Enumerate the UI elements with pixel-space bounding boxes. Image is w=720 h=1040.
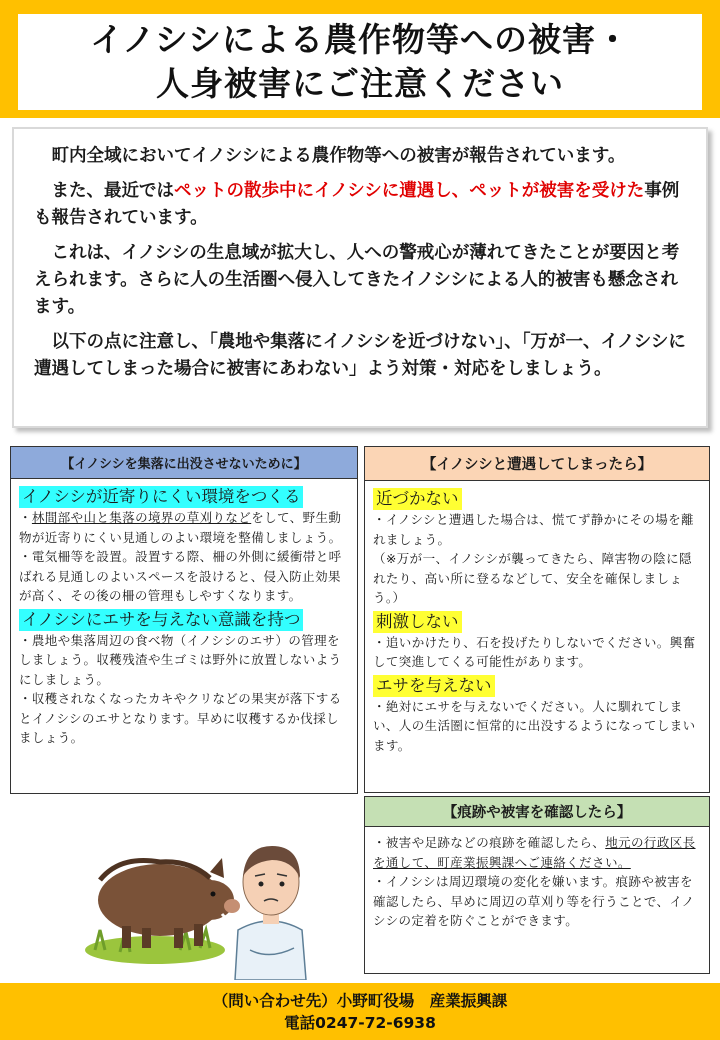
do-not-provoke-text: 追いかけたり、石を投げたりしないでください。興奮して突進してくる可能性があります。 xyxy=(373,634,696,669)
damage-text-2 xyxy=(373,872,701,931)
contact-office: （問い合わせ先）小野町役場 産業振興課 xyxy=(212,991,508,1010)
boar-icon xyxy=(98,858,240,948)
bullet-mark: ・ xyxy=(373,874,386,889)
prevention-point-2-text-a xyxy=(19,631,349,690)
prevention-point-1-text-a xyxy=(19,508,349,547)
intro-p2-warning: ペットの散歩中にイノシシに遭遇し、ペットが被害を受けた xyxy=(174,181,645,201)
title-box xyxy=(18,14,702,110)
intro-paragraph-3: これは、イノシシの生息域が拡大し、人への警戒心が薄れてきたことが要因と考えられます。さらに人の生活圏へ侵入してきたイノシシによる人的被害も懸念されます。 xyxy=(34,243,680,317)
damage-heading: 【痕跡や被害を確認したら】 xyxy=(365,797,709,827)
encounter-heading: 【イノシシと遭遇してしまったら】 xyxy=(365,447,709,481)
prevention-point-1-text-rest: をして、野生動物が近寄りにくい見通しのよい環境を整備しましょう。 xyxy=(19,510,342,545)
contact-phone: 電話0247-72-6938 xyxy=(284,1013,436,1032)
bullet-mark: ・ xyxy=(373,835,386,850)
no-feeding-text: 絶対にエサを与えないでください。人に馴れてしまい、人の生活圏に恒常的に出没するようになってしまいます。 xyxy=(373,698,696,753)
mowing-prevention-text: イノシシは周辺環境の変化を嫌います。痕跡や被害を確認したら、早めに周辺の草刈り等を行うことで、イノシシの定着を防ぐことができます。 xyxy=(373,874,695,928)
encounter-point-3-title: エサを与えない xyxy=(373,675,495,697)
bullet-mark: ・ xyxy=(373,512,386,527)
damage-text-1 xyxy=(373,833,701,872)
intro-paragraph-4: 以下の点に注意し、「農地や集落にイノシシを近づけない」、「万が一、イノシシに遭遇してしまった場合に被害にあわない」よう対策・対応をしましょう。 xyxy=(34,332,686,379)
bullet-mark: ・ xyxy=(19,632,32,648)
encounter-point-1-note: （※万が一、イノシシが襲ってきたら、障害物の陰に隠れたり、高い所に登るなどして、安全を確保しましょう。） xyxy=(373,551,692,605)
damage-box xyxy=(364,796,710,974)
encounter-box xyxy=(364,446,710,793)
prevention-point-1-text-b xyxy=(19,547,349,606)
encounter-point-3-text xyxy=(373,697,701,756)
encounter-body xyxy=(365,481,709,759)
intro-panel xyxy=(12,127,708,428)
bullet-mark: ・ xyxy=(19,691,32,706)
contact-underline-text: 地元の行政区長を通して、町産業振興課へご連絡ください。 xyxy=(373,835,696,870)
contact-footer xyxy=(0,983,720,1040)
prevention-point-2-text-b xyxy=(19,689,349,748)
electric-fence-text: 電気柵等を設置。設置する際、柵の外側に緩衝帯と呼ばれる見通しのよいスペースを設けると、侵入防止効果が高く、その後の柵の管理もしやすくなります。 xyxy=(19,549,342,603)
encounter-point-2-text xyxy=(373,633,701,672)
intro-p2-tail: 事例も報告されています。 xyxy=(34,181,680,228)
encounter-point-1-text xyxy=(373,510,701,549)
page-title-line-2: 人身被害にご注意ください xyxy=(156,64,564,103)
intro-paragraph-2 xyxy=(34,178,690,232)
worried-man-icon xyxy=(235,846,306,980)
encounter-point-1-title: 近づかない xyxy=(373,488,462,510)
boar-and-worried-man-illustration xyxy=(60,800,350,980)
encounter-point-2-title: 刺激しない xyxy=(373,611,462,633)
damage-text-1-lead: 被害や足跡などの痕跡を確認したら、 xyxy=(385,835,606,850)
fruit-harvest-text: 収穫されなくなったカキやクリなどの果実が落下するとイノシシのエサとなります。早めに収穫するか伐採しましょう。 xyxy=(19,691,342,745)
leave-quietly-text: イノシシと遭遇した場合は、慌てず静かにその場を離れましょう。 xyxy=(373,512,694,547)
page-title-line-1: イノシシによる農作物等への被害・ xyxy=(90,20,630,59)
prevention-heading: 【イノシシを集落に出没させないために】 xyxy=(11,447,357,479)
bullet-mark: ・ xyxy=(19,549,32,564)
food-management-text: 農地や集落周辺の食べ物（イノシシのエサ）の管理をしましょう。収穫残渣や生ゴミは野外に放置しないようにしましょう。 xyxy=(19,632,342,687)
bullet-mark: ・ xyxy=(373,634,386,650)
bullet-mark: ・ xyxy=(373,698,386,714)
mowing-underline-text: 林間部や山と集落の境界の草刈りなど xyxy=(31,510,252,525)
prevention-point-1-title: イノシシが近寄りにくい環境をつくる xyxy=(19,486,303,508)
intro-paragraph-1: 町内全域においてイノシシによる農作物等への被害が報告されています。 xyxy=(51,146,626,166)
title-banner xyxy=(0,0,720,118)
prevention-box xyxy=(10,446,358,794)
intro-p2-lead: また、最近では xyxy=(51,181,174,201)
prevention-body xyxy=(11,479,357,752)
damage-body xyxy=(365,827,709,935)
prevention-point-2-title: イノシシにエサを与えない意識を持つ xyxy=(19,609,303,631)
bullet-mark: ・ xyxy=(19,510,32,525)
